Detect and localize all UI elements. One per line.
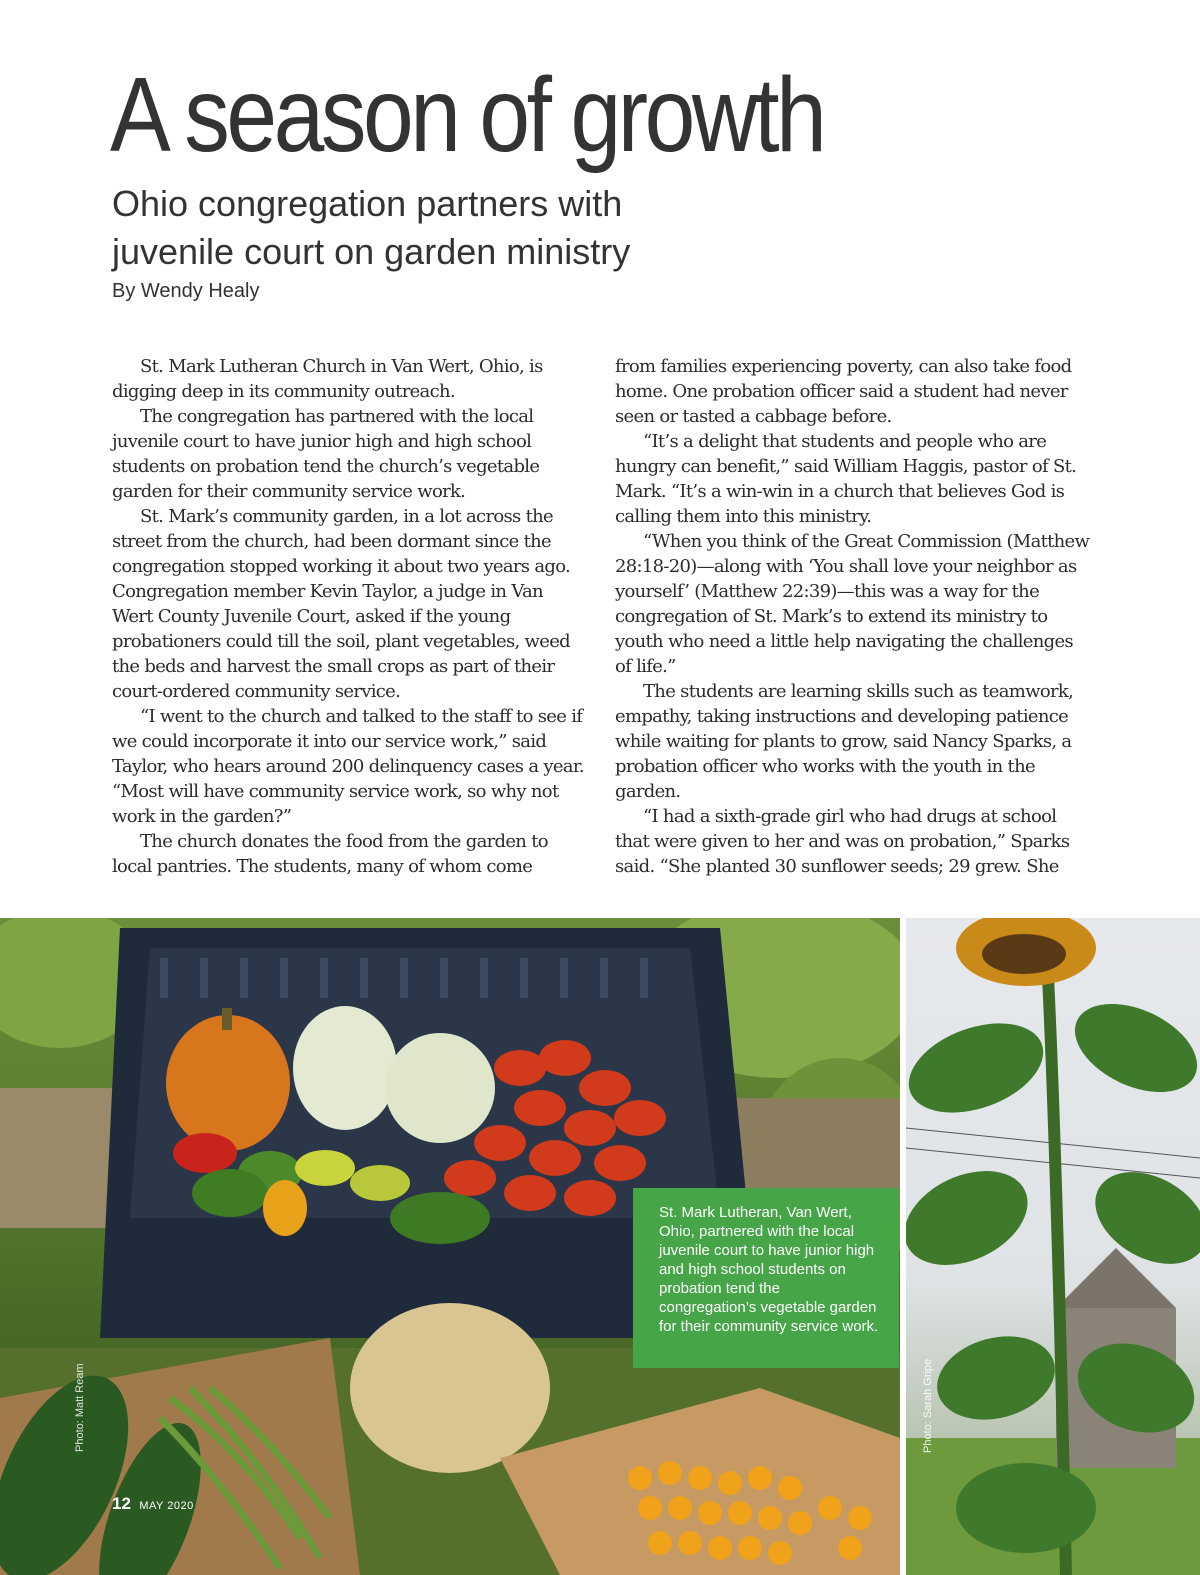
article-subhead — [112, 180, 732, 276]
sunflower-illustration — [906, 918, 1200, 1575]
page-folio — [112, 1494, 194, 1514]
sunflower-photo — [906, 918, 1200, 1575]
body-paragraph: St. Mark Lutheran Church in Van Wert, Ohio, is digging deep in its community outreach. — [112, 356, 543, 402]
body-paragraph: The church donates the food from the garden to local pantries. The students, many of whom come — [112, 831, 548, 877]
byline: By Wendy Healy — [112, 280, 260, 302]
body-paragraph: from families experiencing poverty, can also take food home. One probation officer said a student had never seen or tasted a cabbage before. — [615, 356, 1072, 427]
body-column-left — [112, 354, 584, 879]
body-paragraph: “It’s a delight that students and people who are hungry can benefit,” said William Haggis, pastor of St. Mark. “It’s a win-win in a church that believes God is calling them into this ministry. — [615, 431, 1077, 527]
body-paragraph: The congregation has partnered with the local juvenile court to have junior high and high school students on probation tend the church’s vegetable garden for their community service work. — [112, 406, 540, 502]
photo-credit: Photo: Sarah Gripe — [922, 1358, 934, 1453]
page-number: 12 — [112, 1494, 131, 1513]
body-column-right — [615, 354, 1090, 879]
photo-credit: Photo: Matt Ream — [74, 1363, 86, 1452]
body-paragraph: St. Mark’s community garden, in a lot across the street from the church, had been dormant since the congregation stopped working it about two years ago. Congregation member Kevin Taylor, a judge in Van Wert County Juvenile Court, asked if the young probationers could till the soil, plant vegetables, weed the beds and harvest the small crops as part of their court-ordered community service. — [112, 506, 571, 702]
article-headline: A season of growth — [110, 56, 824, 174]
subhead-line: juvenile court on garden ministry — [112, 231, 631, 272]
photo-caption: St. Mark Lutheran, Van Wert, Ohio, partnered with the local juvenile court to have junior high and high school students on probation tend the congregation’s vegetable garden for their community service work. — [633, 1188, 899, 1368]
body-paragraph: “I had a sixth-grade girl who had drugs at school that were given to her and was on probation,” Sparks said. “She planted 30 sunflower seeds; 29 grew. She — [615, 806, 1070, 877]
subhead-line: Ohio congregation partners with — [112, 183, 623, 224]
body-paragraph: “I went to the church and talked to the staff to see if we could incorporate it into our service work,” said Taylor, who hears around 200 delinquency cases a year. “Most will have community service work, so why not work in the garden?” — [112, 706, 584, 827]
body-paragraph: “When you think of the Great Commission (Matthew 28:18-20)—along with ‘You shall love your neighbor as yourself’ (Matthew 22:39)—this was a way for the congregation of St. Mark’s to extend its ministry to youth who need a little help navigating the challenges of life.” — [615, 531, 1090, 677]
issue-date: MAY 2020 — [139, 1500, 194, 1512]
body-paragraph: The students are learning skills such as teamwork, empathy, taking instructions and developing patience while waiting for plants to grow, said Nancy Sparks, a probation officer who works with the youth in the garden. — [615, 681, 1074, 802]
